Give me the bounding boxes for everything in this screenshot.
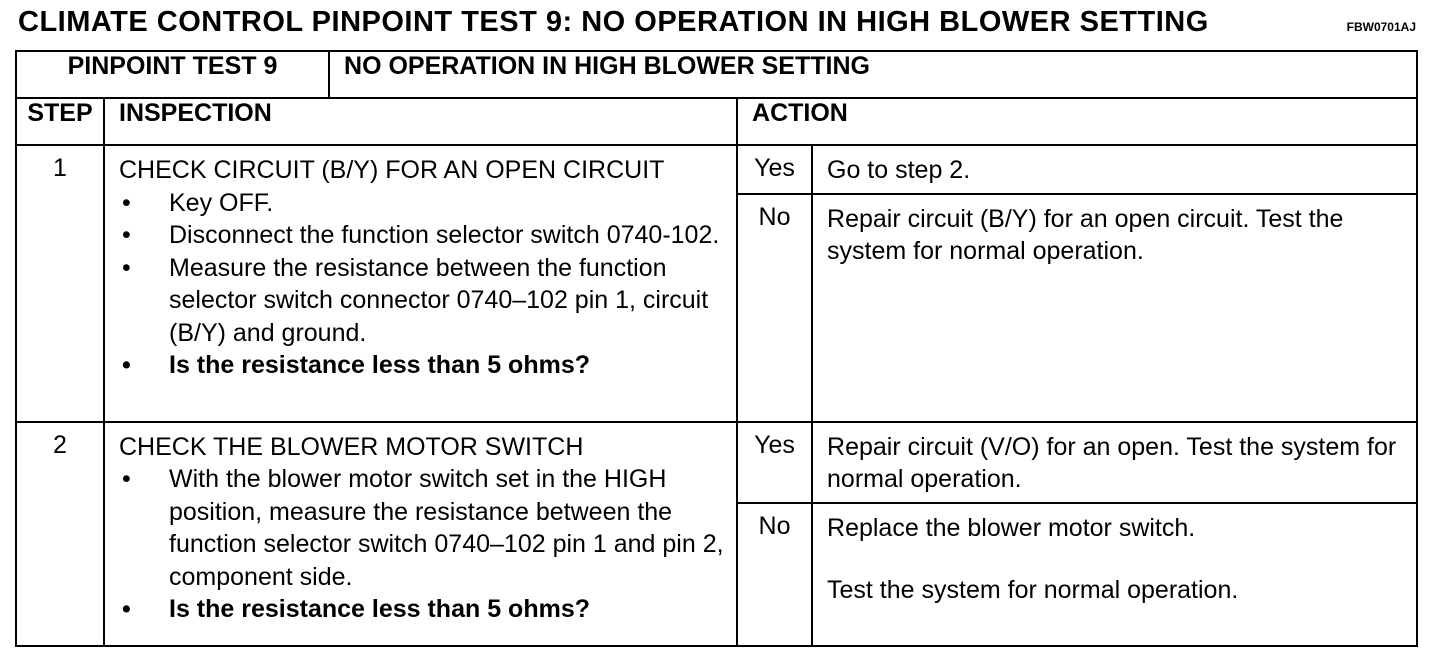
- step-2-bullet-list: [119, 463, 726, 626]
- column-header-inspection: INSPECTION: [104, 98, 737, 145]
- bullet-item: • With the blower motor switch set in the HIGH position, measure the resistance between the function selector switch 0740–102 pin 1 and pin 2, component side.: [119, 463, 726, 593]
- bullet-item: • Disconnect the function selector switch 0740-102.: [119, 219, 726, 252]
- step-1-yes-row: [16, 145, 1417, 194]
- no-action: [812, 503, 1417, 646]
- step-number: 1: [16, 145, 104, 422]
- step-2-yes-row: [16, 422, 1417, 503]
- test-name: NO OPERATION IN HIGH BLOWER SETTING: [329, 51, 1417, 98]
- column-header-step: STEP: [16, 98, 104, 145]
- step-1-title: CHECK CIRCUIT (B/Y) FOR AN OPEN CIRCUIT: [119, 156, 665, 184]
- yes-label: Yes: [737, 422, 812, 503]
- bullet-question: • Is the resistance less than 5 ohms?: [119, 593, 726, 626]
- bullet-question: • Is the resistance less than 5 ohms?: [119, 349, 726, 382]
- no-action: Repair circuit (B/Y) for an open circuit. Test the system for normal operation.: [812, 194, 1417, 422]
- no-action-line-2: Test the system for normal operation.: [827, 576, 1239, 604]
- pinpoint-test-table: [15, 50, 1418, 647]
- page-title: CLIMATE CONTROL PINPOINT TEST 9: NO OPERATION IN HIGH BLOWER SETTING: [18, 6, 1209, 38]
- figure-code: FBW0701AJ: [1346, 20, 1416, 34]
- test-label: PINPOINT TEST 9: [16, 51, 329, 98]
- step-2-title: CHECK THE BLOWER MOTOR SWITCH: [119, 432, 584, 461]
- yes-action: Repair circuit (V/O) for an open. Test the system for normal operation.: [812, 422, 1417, 503]
- test-header-row: [16, 51, 1417, 98]
- no-label: No: [737, 194, 812, 422]
- no-label: No: [737, 503, 812, 646]
- spacer: [827, 544, 1406, 574]
- step-1-bullet-list: [119, 187, 726, 382]
- bullet-item: • Key OFF.: [119, 187, 726, 220]
- yes-label: Yes: [737, 145, 812, 194]
- no-action-line-1: Replace the blower motor switch.: [827, 513, 1196, 542]
- column-header-action: ACTION: [737, 98, 1417, 145]
- column-header-row: [16, 98, 1417, 145]
- step-1-inspection: [104, 145, 737, 422]
- step-2-inspection: [104, 422, 737, 646]
- yes-action: Go to step 2.: [812, 145, 1417, 194]
- bullet-item: • Measure the resistance between the function selector switch connector 0740–102 pin 1, circuit (B/Y) and ground.: [119, 252, 726, 350]
- step-number: 2: [16, 422, 104, 646]
